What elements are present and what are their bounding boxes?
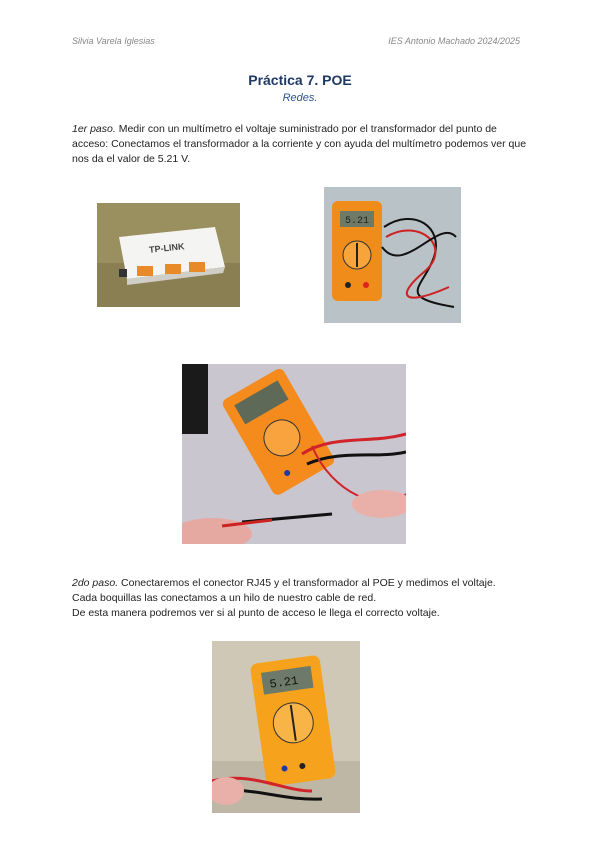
meter-reading-1: 5.21 — [345, 216, 370, 227]
step2-line2: Cada boquillas las conectamos a un hilo de nuestro cable de red. — [72, 592, 377, 604]
multimeter-photo-1 — [324, 187, 461, 323]
header-school: IES Antonio Machado 2024/2025 — [388, 36, 520, 46]
step1-paragraph — [72, 122, 532, 167]
page-subtitle: Redes. — [282, 92, 318, 104]
multimeter-photo-3 — [212, 641, 360, 813]
step1-label: 1er paso. — [72, 123, 116, 135]
meter-reading-2: 5.21 — [268, 673, 300, 692]
step2-line3: De esta manera podremos ver si al punto de acceso le llega el correcto voltaje. — [72, 607, 440, 619]
step2-paragraph — [72, 576, 532, 621]
step2-line1: Conectaremos el conector RJ45 y el transformador al POE y medimos el voltaje. — [118, 577, 496, 589]
step2-label: 2do paso. — [72, 577, 119, 589]
step1-text: Medir con un multímetro el voltaje suministrado por el transformador del punto de acceso: Conectamos el transformador a la corriente y con ayuda del multímetro podemos ver que nos da el valor de 5.21 V. — [72, 123, 527, 165]
poe-brand-label: TP-LINK — [148, 241, 185, 255]
multimeter-photo-2 — [182, 364, 406, 544]
header-author: Silvia Varela Iglesias — [72, 36, 155, 46]
page-title: Práctica 7. POE — [248, 72, 352, 88]
poe-injector-photo — [97, 203, 240, 307]
